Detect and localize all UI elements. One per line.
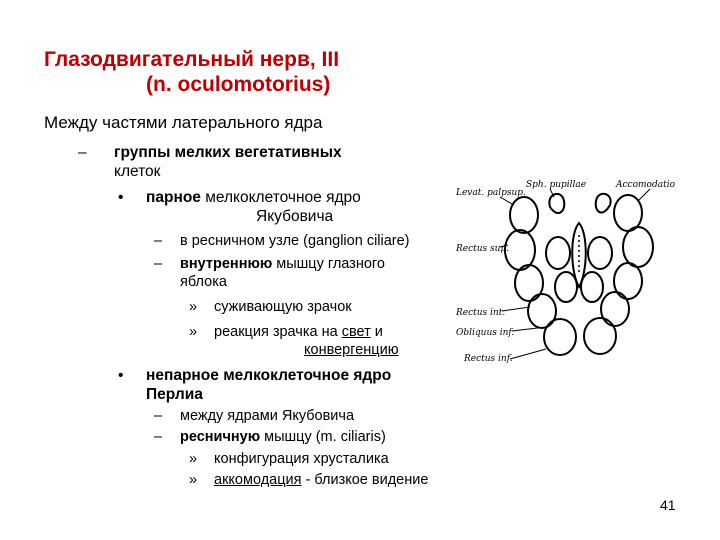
- right-upper-nucleus: [614, 195, 642, 231]
- label-rectus-inf: Rectus inf.: [464, 354, 513, 364]
- bullet1-item1-marker: –: [154, 233, 163, 249]
- left-upper-nucleus: [510, 197, 538, 233]
- oculomotor-nucleus-diagram: [450, 175, 678, 380]
- right-inner-nucleus: [588, 237, 612, 269]
- bullet1-item2-bold: внутреннюю: [180, 256, 273, 272]
- bullet1-subitem2-before: реакция зрачка на: [214, 324, 342, 340]
- left-inner-nucleus: [546, 237, 570, 269]
- bullet1-subitem2-marker: »: [189, 324, 198, 340]
- bullet1-subitem2-text: [214, 324, 383, 341]
- bullet1-subitem2-underlined: свет: [341, 324, 371, 340]
- right-lower-nucleus: [614, 263, 642, 299]
- bullet2-subitem1-text: конфигурация хрусталика: [214, 451, 389, 467]
- right-central-nucleus: [581, 272, 603, 302]
- page-number: 41: [660, 497, 676, 513]
- left-bottom-nucleus: [544, 319, 576, 355]
- yakubovich-right-shape: [596, 194, 611, 213]
- bullet1-text: [146, 189, 361, 207]
- label-levat: Levat. palpsup.: [456, 188, 526, 198]
- bullet1-item2-marker: –: [154, 256, 163, 272]
- bullet2-item1-marker: –: [154, 408, 163, 424]
- intro-text: Между частями латерального ядра: [44, 113, 323, 132]
- label-accomodatio: Accomodatio: [616, 180, 675, 190]
- bullet2-subitem2-underlined: аккомодация: [214, 472, 302, 488]
- bullet1-subitem1-marker: »: [189, 299, 198, 315]
- right-inferior-nucleus: [601, 292, 629, 326]
- bullet1-item1-text: в ресничном узле (ganglion ciliare): [180, 233, 410, 249]
- bullet1-item2-line2: яблока: [180, 274, 227, 290]
- bullet1-item2-rest: мышцу глазного: [272, 256, 385, 272]
- slide-title-line1: Глазодвигательный нерв, III: [44, 48, 340, 71]
- bullet2-subitem2-marker: »: [189, 472, 198, 488]
- bullet1-bold: парное: [146, 189, 201, 206]
- bullet1-marker: •: [118, 189, 124, 206]
- label-sph: Sph. pupillae: [526, 180, 587, 190]
- label-obliquus-inf: Obliquus inf.: [456, 328, 515, 338]
- bullet1-subitem2-line2: конвергенцию: [304, 342, 399, 358]
- nucleus-diagram-svg: [450, 175, 678, 380]
- left-inferior-nucleus: [528, 294, 556, 328]
- left-lower-nucleus: [515, 265, 543, 301]
- right-bottom-nucleus: [584, 318, 616, 354]
- bullet1-rest: мелкоклеточное ядро: [200, 189, 361, 206]
- level1-text-line2: клеток: [114, 163, 161, 180]
- bullet2-item2-bold: ресничную: [180, 429, 261, 445]
- bullet2-item2-text: [180, 429, 386, 446]
- level1-text-line1: группы мелких вегетативных: [114, 144, 342, 161]
- bullet2-subitem2-text: [214, 472, 428, 489]
- bullet2-marker: •: [118, 367, 124, 384]
- bullet2-item1-text: между ядрами Якубовича: [180, 408, 355, 424]
- bullet2-item2-rest: мышцу (m. ciliaris): [260, 429, 386, 445]
- right-mid-nucleus: [623, 227, 653, 267]
- bullet1-line2: Якубовича: [256, 208, 334, 225]
- bullet1-subitem1-text: суживающую зрачок: [214, 299, 352, 315]
- bullet2-text-line1: непарное мелкоклеточное ядро: [146, 367, 392, 384]
- level1-marker: –: [78, 144, 87, 161]
- bullet2-item2-marker: –: [154, 429, 163, 445]
- label-rectus-int: Rectus int.: [456, 308, 506, 318]
- bullet2-subitem1-marker: »: [189, 451, 198, 467]
- left-central-nucleus: [555, 272, 577, 302]
- bullet1-item2-text: [180, 256, 385, 273]
- bullet2-text-line2: Перлиа: [146, 386, 203, 403]
- label-rectus-sup: Rectus sup.: [456, 244, 510, 254]
- bullet1-subitem2-after: и: [370, 324, 383, 340]
- slide-title-line2: (n. oculomotorius): [146, 73, 331, 96]
- bullet2-subitem2-rest: - близкое видение: [301, 472, 429, 488]
- left-mid-nucleus: [505, 230, 535, 270]
- yakubovich-left-shape: [549, 194, 564, 213]
